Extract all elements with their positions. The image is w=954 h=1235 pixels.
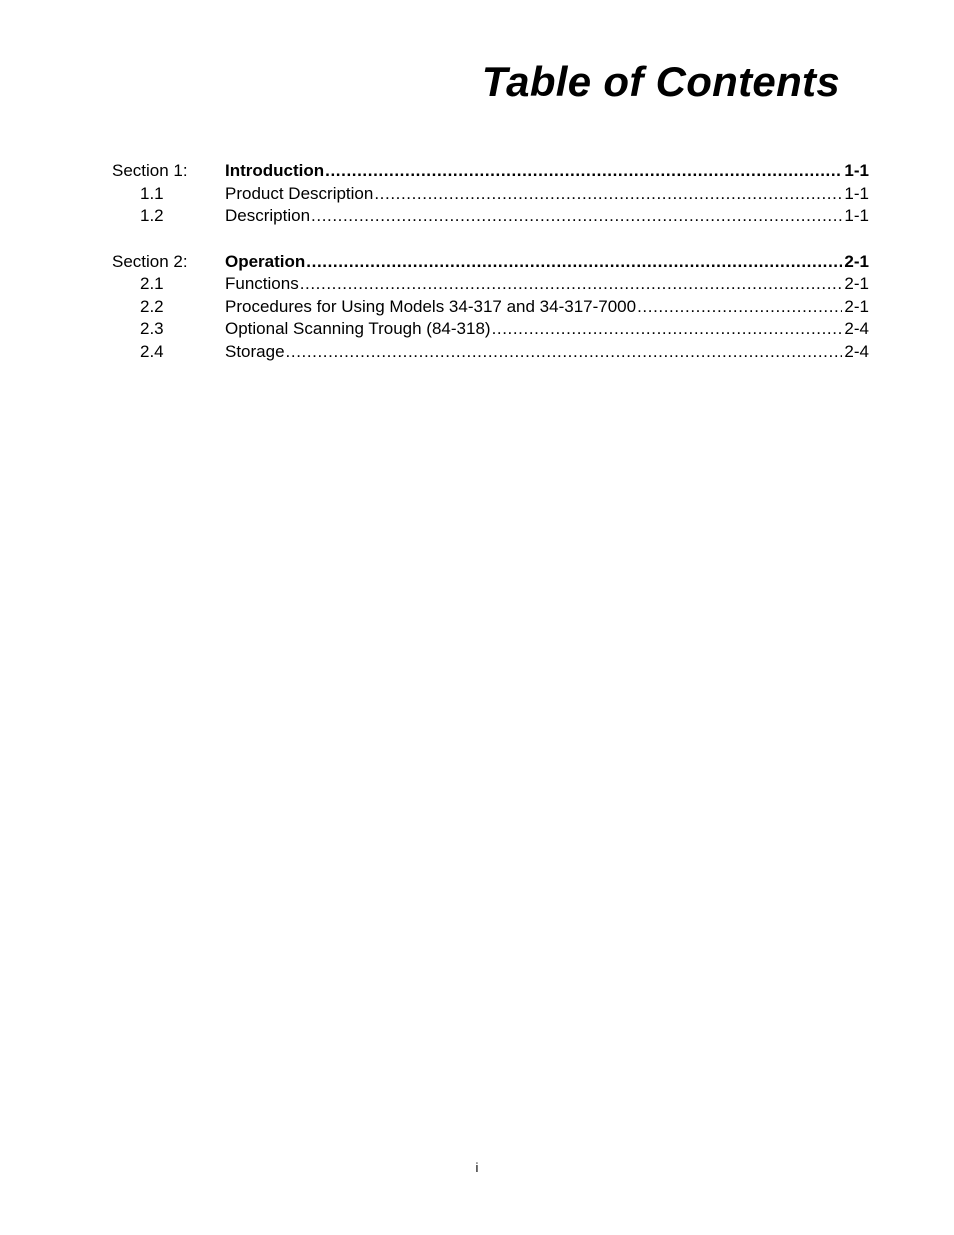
- toc-item-title: Product Description: [225, 183, 374, 203]
- toc-section-introduction[interactable]: [112, 160, 869, 183]
- page-title: Table of Contents: [481, 58, 840, 105]
- toc-item-storage[interactable]: [112, 341, 869, 364]
- toc-page-number: 2-1: [844, 274, 869, 293]
- toc-leader-dots: [637, 296, 842, 318]
- toc-item-description[interactable]: [112, 205, 869, 228]
- toc-item-title: Functions: [225, 274, 299, 293]
- toc-item-procedures[interactable]: [112, 296, 869, 319]
- toc-item-label: 2.3: [140, 319, 164, 338]
- toc-section-operation[interactable]: [112, 251, 869, 274]
- toc-page-number: 2-4: [844, 341, 869, 361]
- table-of-contents: [112, 160, 869, 363]
- toc-item-title: Description: [225, 206, 311, 225]
- toc-item-product-description[interactable]: [112, 183, 869, 206]
- toc-leader-dots: [492, 318, 843, 340]
- toc-section-label: Section 2:: [112, 251, 188, 271]
- toc-section-title: Operation: [225, 251, 306, 271]
- toc-leader-dots: [306, 251, 842, 273]
- toc-page-number: 1-1: [844, 161, 869, 180]
- toc-page-number: 2-1: [844, 251, 869, 271]
- toc-page-number: 1-1: [844, 206, 869, 225]
- toc-leader-dots: [374, 183, 842, 205]
- toc-item-title: Procedures for Using Models 34-317 and 34-317-7000: [225, 296, 637, 316]
- toc-page-number: 1-1: [844, 183, 869, 203]
- toc-item-label: 2.1: [140, 274, 164, 293]
- toc-item-functions[interactable]: [112, 273, 869, 296]
- toc-leader-dots: [300, 273, 843, 295]
- toc-section-title: Introduction: [225, 161, 325, 180]
- toc-leader-dots: [325, 160, 842, 182]
- toc-item-title: Optional Scanning Trough (84-318): [225, 319, 491, 338]
- toc-leader-dots: [286, 341, 843, 363]
- toc-item-label: 2.4: [140, 341, 164, 361]
- toc-item-label: 1.1: [140, 183, 164, 203]
- toc-page-number: 2-4: [844, 319, 869, 338]
- toc-section-label: Section 1:: [112, 161, 188, 180]
- toc-item-title: Storage: [225, 341, 285, 361]
- toc-item-label: 2.2: [140, 296, 164, 316]
- toc-item-scanning-trough[interactable]: [112, 318, 869, 341]
- toc-item-label: 1.2: [140, 206, 164, 225]
- toc-leader-dots: [311, 205, 842, 227]
- footer-page-number: i: [475, 1160, 479, 1175]
- toc-page-number: 2-1: [844, 296, 869, 316]
